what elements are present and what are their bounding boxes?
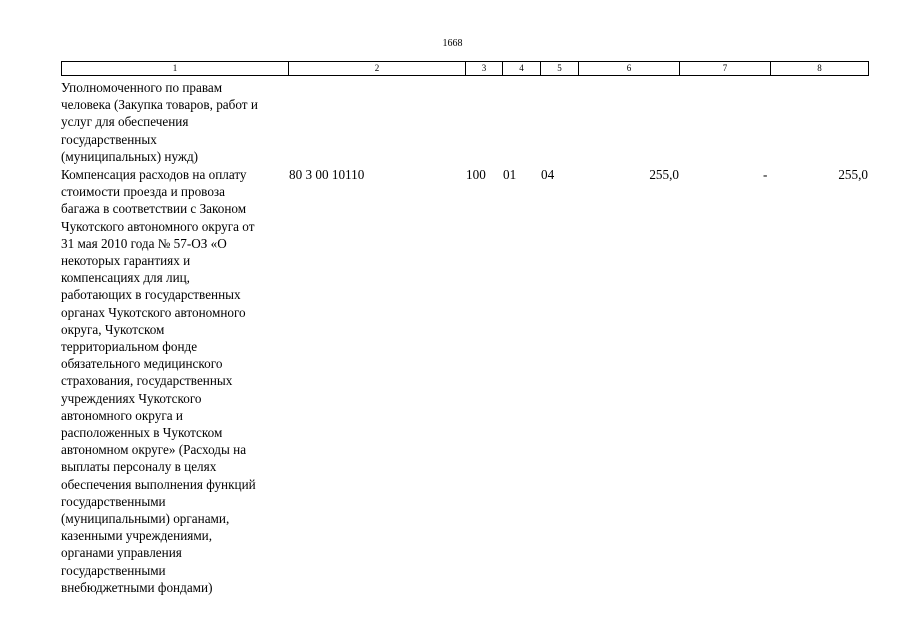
text-line: государственными [61,493,166,509]
row2-code: 80 3 00 10110 [289,167,365,182]
text-line: расположенных в Чукотском [61,425,223,441]
row2-col4: 01 [503,167,517,182]
header-col-1: 1 [62,62,289,76]
text-line: (муниципальных) нужд) [61,148,199,164]
text-line: страхования, государственных [61,373,233,389]
text-line: 31 мая 2010 года № 57-ОЗ «О [61,235,227,251]
row2-col7: - [763,167,768,182]
text-line: Уполномоченного по правам [61,80,223,95]
header-col-6: 6 [579,62,680,76]
header-col-5: 5 [541,62,579,76]
header-col-8: 8 [771,62,869,76]
text-line: некоторых гарантиях и [61,253,191,269]
text-line: выплаты персоналу в целях [61,459,217,475]
text-line: органами управления [61,545,182,561]
text-line: территориальном фонде [61,339,198,355]
text-line: человека (Закупка товаров, работ и [61,97,258,113]
header-col-4: 4 [503,62,541,76]
text-line: казенными учреждениями, [61,528,213,544]
text-line: округа, Чукотском [61,321,165,337]
text-line: работающих в государственных [61,287,241,303]
row2-col6: 255,0 [649,167,679,182]
text-line: услуг для обеспечения [61,114,189,130]
text-line: обязательного медицинского [61,356,223,372]
row2-col3: 100 [466,167,486,182]
row1-description [61,79,291,165]
header-col-7: 7 [680,62,771,76]
text-line: автономного округа и [61,407,183,423]
header-col-2: 2 [289,62,466,76]
text-line: компенсациях для лиц, [61,270,190,286]
row2-description [61,166,291,596]
row2-col5: 04 [541,167,555,182]
text-line: багажа в соответствии с Законом [61,201,247,217]
text-line: (муниципальными) органами, [61,511,230,527]
text-line: обеспечения выполнения функций [61,476,256,492]
column-header-table [61,61,869,76]
text-line: Компенсация расходов на оплату [61,167,247,182]
text-line: государственными [61,562,166,578]
text-line: органах Чукотского автономного [61,304,246,320]
row2-col8: 255,0 [838,167,868,182]
text-line: автономном округе» (Расходы на [61,442,247,458]
header-row [62,62,869,76]
text-line: учреждениях Чукотского [61,390,202,406]
page-number: 1668 [442,38,463,49]
header-col-3: 3 [466,62,503,76]
text-line: Чукотского автономного округа от [61,218,255,234]
text-line: внебюджетными фондами) [61,579,213,595]
text-line: стоимости проезда и провоза [61,184,225,200]
text-line: государственных [61,131,157,147]
